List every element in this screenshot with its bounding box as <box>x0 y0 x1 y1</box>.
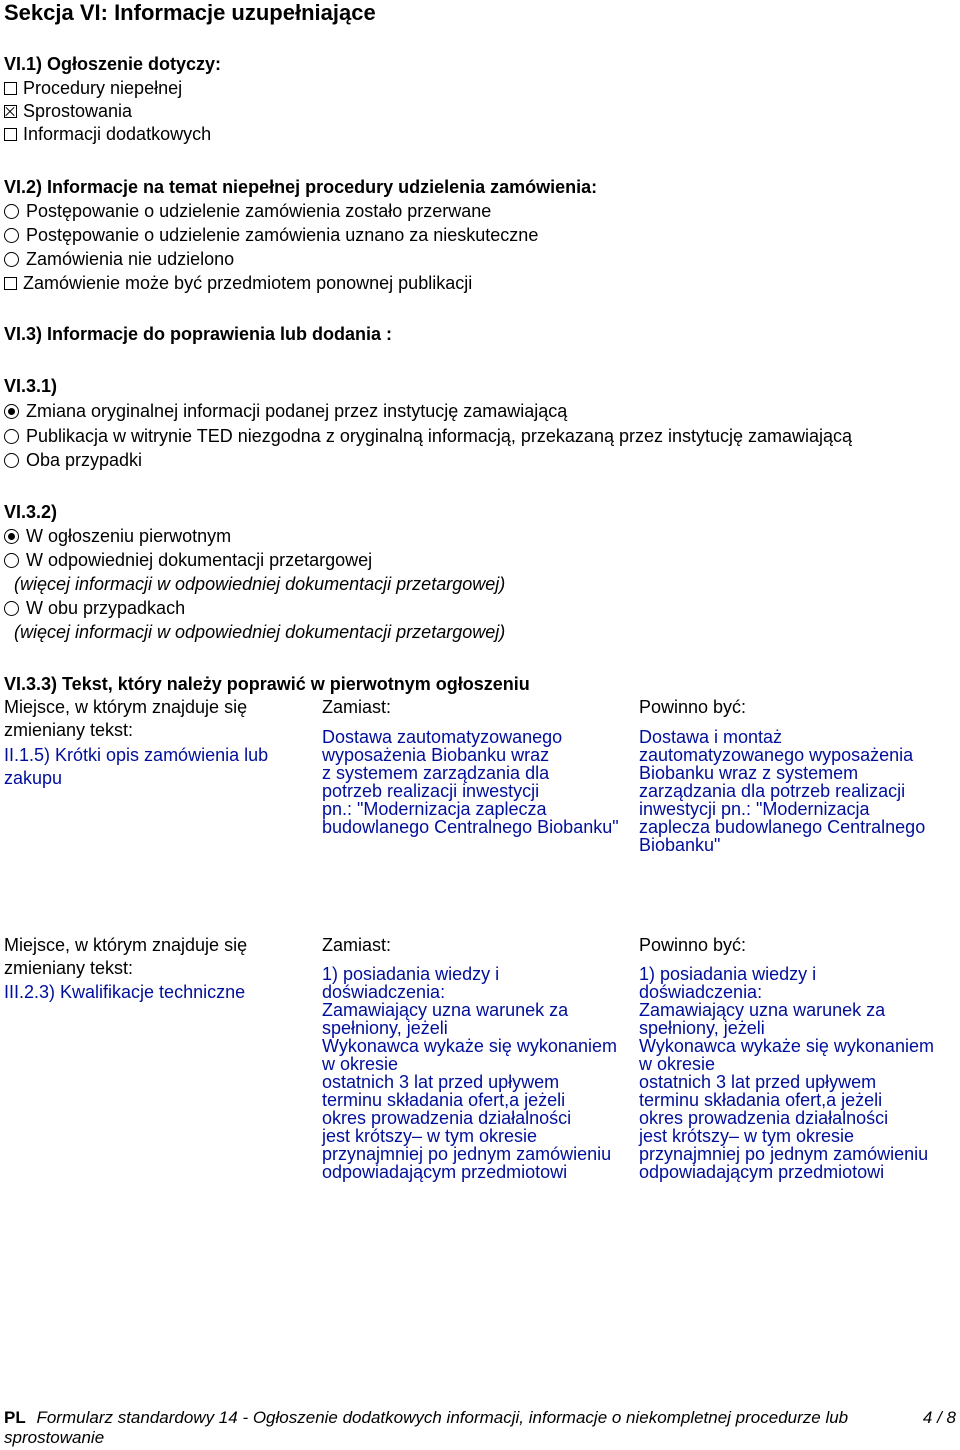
correction-2-instead-label: Zamiast: <box>322 935 392 955</box>
place-label-line: zmieniany tekst: <box>4 720 134 740</box>
instead-line: budowlanego Centralnego Biobanku" <box>322 817 619 837</box>
should-line: zaplecza budowlanego Centralnego <box>639 817 926 837</box>
option-label: Zmiana oryginalnej informacji podanej przez instytucję zamawiającą <box>26 401 568 421</box>
checkbox-icon <box>4 82 17 95</box>
vi31-heading: VI.3.1) <box>4 376 58 396</box>
instead-line: okres prowadzenia działalności <box>322 1108 572 1128</box>
checked-checkbox-icon <box>4 105 17 118</box>
correction-1-instead <box>322 728 619 836</box>
should-line: jest krótszy– w tym okresie <box>639 1126 855 1146</box>
place-label-line: zmieniany tekst: <box>4 958 134 978</box>
footer-lang: PL <box>4 1408 26 1427</box>
footer-form-title-cont: sprostowanie <box>4 1428 105 1447</box>
option-label: Oba przypadki <box>26 450 143 470</box>
should-line: Dostawa i montaż <box>639 727 783 747</box>
radio-icon <box>4 601 19 616</box>
should-line: przynajmniej po jednym zamówieniu <box>639 1144 929 1164</box>
should-line: spełniony, jeżeli <box>639 1018 765 1038</box>
should-line: Zamawiający uzna warunek za <box>639 1000 886 1020</box>
instead-line: odpowiadającym przedmiotowi <box>322 1162 568 1182</box>
correction-2-should <box>639 965 934 1181</box>
correction-2-should-label: Powinno być: <box>639 935 747 955</box>
footer-page-number: 4 / 8 <box>922 1408 956 1427</box>
option-label: Sprostowania <box>23 101 133 121</box>
instead-line: w okresie <box>322 1054 399 1074</box>
place-line: II.1.5) Krótki opis zamówienia lub <box>4 745 269 765</box>
correction-2-instead <box>322 965 617 1181</box>
radio-icon <box>4 453 19 468</box>
vi1-option-informacji[interactable] <box>4 124 211 145</box>
footer-form-title: Formularz standardowy 14 - Ogłoszenie dodatkowych informacji, informacje o niekompletnej procedurze lub <box>36 1408 849 1427</box>
option-label: Publikacja w witrynie TED niezgodna z oryginalną informacją, przekazaną przez instytucję zamawiającą <box>26 426 853 446</box>
correction-2-place <box>4 981 245 1004</box>
option-label: Zamówienia nie udzielono <box>26 249 235 269</box>
correction-1-place <box>4 744 268 790</box>
correction-1-should <box>639 728 925 854</box>
checkbox-icon <box>4 277 17 290</box>
should-line: 1) posiadania wiedzy i <box>639 964 817 984</box>
correction-1-should-label: Powinno być: <box>639 697 747 717</box>
vi2-option-przerwane[interactable] <box>4 201 491 222</box>
correction-1-instead-label: Zamiast: <box>322 697 392 717</box>
instead-line: pn.: "Modernizacja zaplecza <box>322 799 547 819</box>
vi1-option-procedury[interactable] <box>4 78 182 99</box>
radio-icon <box>4 228 19 243</box>
place-label-line: Miejsce, w którym znajduje się <box>4 935 248 955</box>
instead-line: przynajmniej po jednym zamówieniu <box>322 1144 612 1164</box>
vi2-option-nieskuteczne[interactable] <box>4 225 538 246</box>
option-label: W ogłoszeniu pierwotnym <box>26 526 232 546</box>
vi32-option-pierwotnym[interactable] <box>4 526 231 547</box>
vi32-heading: VI.3.2) <box>4 502 58 522</box>
option-label: Zamówienie może być przedmiotem ponownej publikacji <box>23 273 473 293</box>
should-line: Wykonawca wykaże się wykonaniem <box>639 1036 934 1056</box>
place-line: III.2.3) Kwalifikacje techniczne <box>4 982 246 1002</box>
instead-line: spełniony, jeżeli <box>322 1018 448 1038</box>
checkbox-icon <box>4 128 17 141</box>
should-line: zautomatyzowanego wyposażenia <box>639 745 914 765</box>
should-line: terminu składania ofert,a jeżeli <box>639 1090 883 1110</box>
instead-line: jest krótszy– w tym okresie <box>322 1126 538 1146</box>
should-line: zarządzania dla potrzeb realizacji <box>639 781 906 801</box>
vi2-checkbox-ponowna-publikacja[interactable] <box>4 273 472 294</box>
radio-icon <box>4 204 19 219</box>
instead-line: terminu składania ofert,a jeżeli <box>322 1090 566 1110</box>
instead-line: wyposażenia Biobanku wraz <box>322 745 550 765</box>
should-line: inwestycji pn.: "Modernizacja <box>639 799 870 819</box>
should-line: Biobanku" <box>639 835 721 855</box>
instead-line: z systemem zarządzania dla <box>322 763 550 783</box>
should-line: w okresie <box>639 1054 716 1074</box>
should-line: doświadczenia: <box>639 982 763 1002</box>
option-label: W odpowiedniej dokumentacji przetargowej <box>26 550 373 570</box>
instead-line: potrzeb realizacji inwestycji <box>322 781 540 801</box>
option-label: Informacji dodatkowych <box>23 124 212 144</box>
vi1-heading: VI.1) Ogłoszenie dotyczy: <box>4 54 222 74</box>
should-line: Biobanku wraz z systemem <box>639 763 859 783</box>
vi1-option-sprostowania[interactable] <box>4 101 132 122</box>
place-label-line: Miejsce, w którym znajduje się <box>4 697 248 717</box>
instead-line: Zamawiający uzna warunek za <box>322 1000 569 1020</box>
page-footer <box>4 1408 956 1448</box>
vi31-option-ted[interactable] <box>4 426 852 447</box>
option-label: Postępowanie o udzielenie zamówienia zostało przerwane <box>26 201 492 221</box>
vi3-heading: VI.3) Informacje do poprawienia lub dodania : <box>4 324 393 344</box>
should-line: ostatnich 3 lat przed upływem <box>639 1072 877 1092</box>
vi33-heading: VI.3.3) Tekst, który należy poprawić w pierwotnym ogłoszeniu <box>4 674 530 694</box>
vi32-note-2: (więcej informacji w odpowiedniej dokumentacji przetargowej) <box>14 622 506 642</box>
correction-2-place-label <box>4 934 247 980</box>
radio-icon <box>4 553 19 568</box>
should-line: odpowiadającym przedmiotowi <box>639 1162 885 1182</box>
selected-radio-icon <box>4 404 19 419</box>
instead-line: 1) posiadania wiedzy i <box>322 964 500 984</box>
correction-1-place-label <box>4 696 247 742</box>
vi32-option-obu[interactable] <box>4 598 185 619</box>
vi32-option-dokumentacji[interactable] <box>4 550 372 571</box>
radio-icon <box>4 252 19 267</box>
should-line: okres prowadzenia działalności <box>639 1108 889 1128</box>
instead-line: Dostawa zautomatyzowanego <box>322 727 563 747</box>
option-label: Procedury niepełnej <box>23 78 183 98</box>
vi31-option-zmiana[interactable] <box>4 401 567 422</box>
selected-radio-icon <box>4 529 19 544</box>
section-title: Sekcja VI: Informacje uzupełniające <box>4 0 376 25</box>
radio-icon <box>4 429 19 444</box>
vi31-option-oba[interactable] <box>4 450 142 471</box>
instead-line: ostatnich 3 lat przed upływem <box>322 1072 560 1092</box>
instead-line: doświadczenia: <box>322 982 446 1002</box>
vi2-heading: VI.2) Informacje na temat niepełnej procedury udzielenia zamówienia: <box>4 177 598 197</box>
vi2-option-nie-udzielono[interactable] <box>4 249 234 270</box>
option-label: Postępowanie o udzielenie zamówienia uznano za nieskuteczne <box>26 225 539 245</box>
instead-line: Wykonawca wykaże się wykonaniem <box>322 1036 617 1056</box>
vi32-note-1: (więcej informacji w odpowiedniej dokumentacji przetargowej) <box>14 574 506 594</box>
place-line: zakupu <box>4 768 63 788</box>
option-label: W obu przypadkach <box>26 598 186 618</box>
